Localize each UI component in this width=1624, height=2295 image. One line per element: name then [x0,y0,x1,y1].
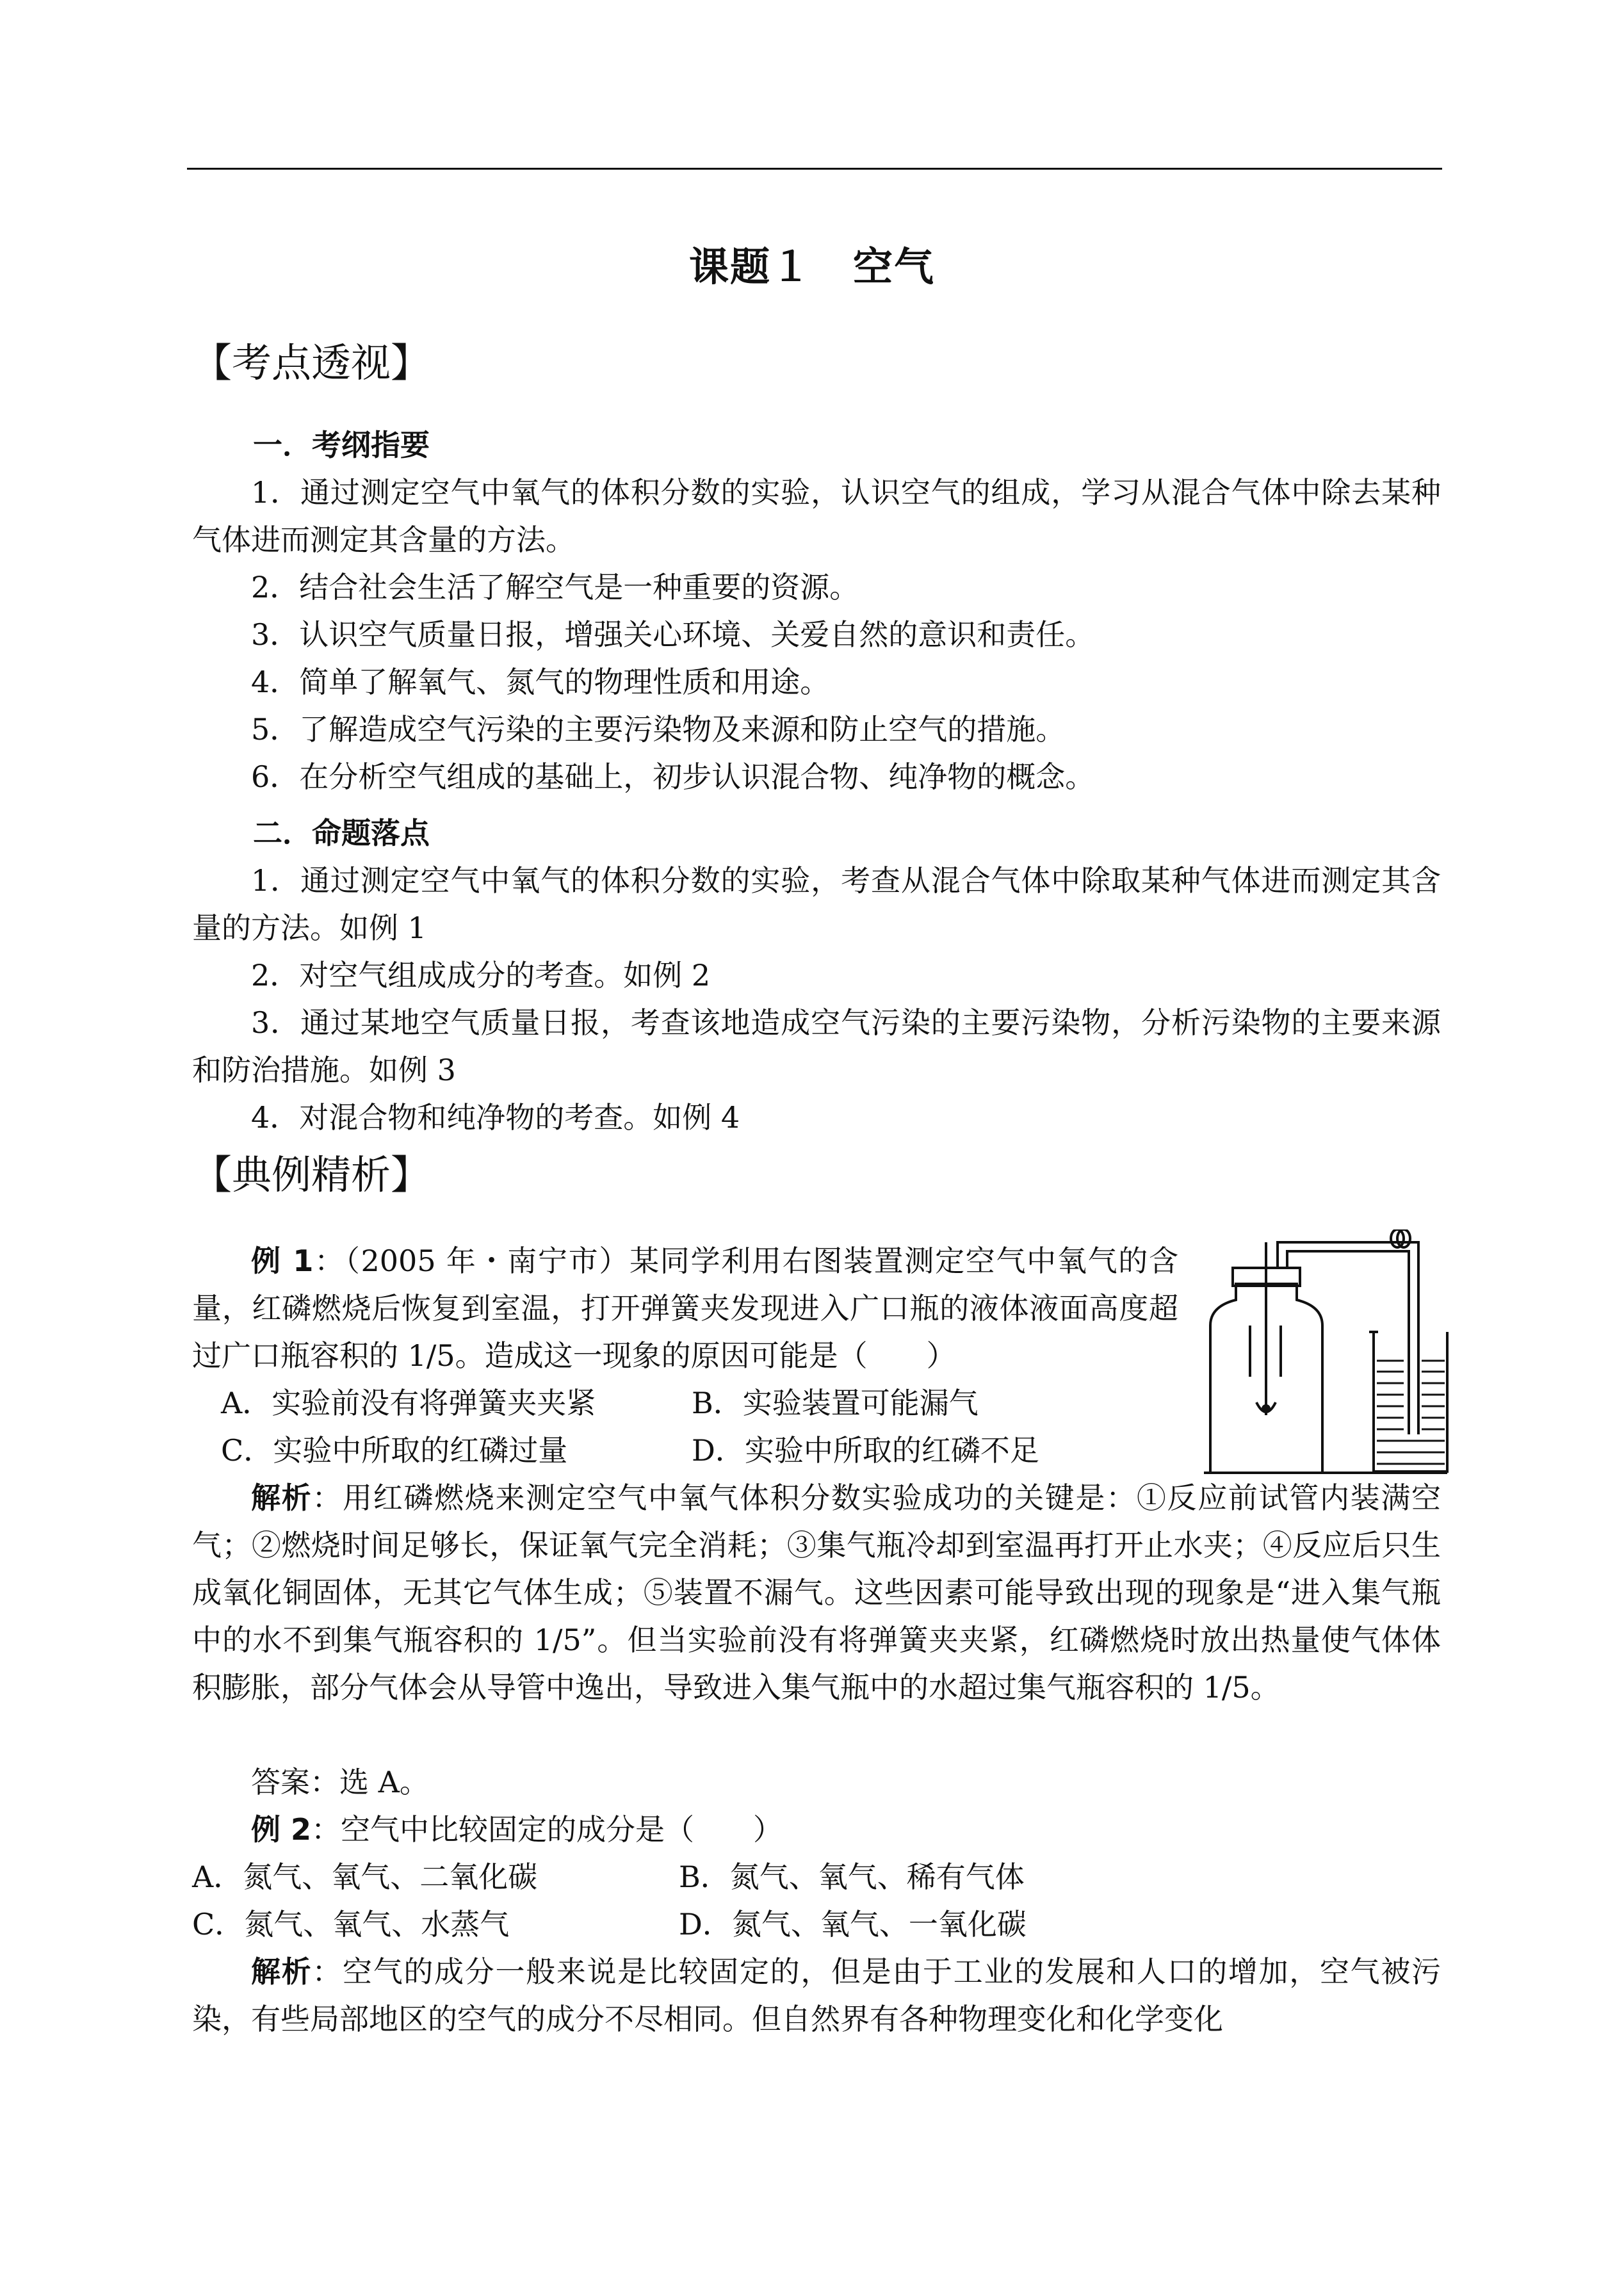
kaogang-item-6: 6．在分析空气组成的基础上，初步认识混合物、纯净物的概念。 [251,759,1095,794]
example2-option-b: B．氮气、氧气、稀有气体 [679,1860,1025,1894]
mingti-item-4: 4．对混合物和纯净物的考查。如例 4 [251,1100,740,1135]
example2-analysis-label: 解析 [251,1954,313,1989]
mingti-item-1: 1．通过测定空气中氧气的体积分数的实验，考查从混合气体中除取某种气体进而测定其含量的方法。如例 1 [192,863,1441,945]
example1-analysis-text: ：用红磷燃烧来测定空气中氧气体积分数实验成功的关键是：①反应前试管内装满空气；②燃烧时间足够长，保证氧气完全消耗；③集气瓶冷却到室温再打开止水夹；④反应后只生成氧化铜固体，无其它气体生成；⑤装置不漏气。这些因素可能导致出现的现象是“进入集气瓶中的水不到集气瓶容积的 1/5”。但当实验前没有将弹簧夹夹紧，红磷燃烧时放出热量使气体体积膨胀，部分气体会从导管中逸出，导致进入集气瓶中的水超过集气瓶容积的 1/5。 [192,1480,1441,1705]
example2-label: 例 2 [251,1812,312,1847]
subheading-mingti: 二．命题落点 [253,816,430,850]
kaogang-item-5: 5．了解造成空气污染的主要污染物及来源和防止空气的措施。 [251,712,1066,747]
mingti-item-2: 2．对空气组成成分的考查。如例 2 [251,958,711,993]
example2-options-row-2 [192,1901,1027,1948]
example1-option-d: D．实验中所取的红磷不足 [692,1433,1039,1468]
example2-question-text: ：空气中比较固定的成分是（ ） [311,1812,783,1847]
example2-analysis [192,1948,1441,2043]
example1-analysis [192,1474,1441,1711]
example1-question-text: ：（2005 年・南宁市）某同学利用右图装置测定空气中氧气的含量，红磷燃烧后恢复到室温，打开弹簧夹发现进入广口瓶的液体液面高度超过广口瓶容积的 1/5。造成这一现象的原因可能是（ ） [192,1244,1178,1373]
example1-option-a: A．实验前没有将弹簧夹夹紧 [221,1386,596,1420]
kaogang-item-4: 4．简单了解氧气、氮气的物理性质和用途。 [251,665,830,699]
example2-options-row-1 [192,1853,1025,1901]
apparatus-figure [1198,1229,1454,1498]
mingti-item-3: 3．通过某地空气质量日报，考查该地造成空气污染的主要污染物，分析污染物的主要来源和防治措施。如例 3 [192,1005,1441,1087]
page-title: 课题１ 空气 [688,243,935,290]
example1-options-row-2 [221,1427,1039,1474]
example1-option-c: C．实验中所取的红磷过量 [221,1433,568,1468]
example1-answer: 答案：选 A。 [251,1765,429,1799]
section-heading-kaodian: 【考点透视】 [192,339,431,386]
section-heading-dianli: 【典例精析】 [192,1151,431,1198]
example1-analysis-label: 解析 [251,1480,313,1515]
header-rule [187,168,1442,170]
example1-question [192,1237,1178,1379]
kaogang-item-1: 1．通过测定空气中氧气的体积分数的实验，认识空气的组成，学习从混合气体中除去某种气体进而测定其含量的方法。 [192,475,1441,557]
example1-option-b: B．实验装置可能漏气 [692,1386,978,1420]
example2-option-c: C．氮气、氧气、水蒸气 [192,1907,510,1942]
kaogang-item-2: 2．结合社会生活了解空气是一种重要的资源。 [251,570,859,604]
kaogang-item-3: 3．认识空气质量日报，增强关心环境、关爱自然的意识和责任。 [251,617,1095,652]
subheading-kaogang: 一．考纲指要 [253,428,430,462]
example1-label: 例 1 [251,1244,314,1278]
example2-question [192,1806,1441,1853]
example2-option-d: D．氮气、氧气、一氧化碳 [679,1907,1027,1942]
example2-option-a: A．氮气、氧气、二氧化碳 [192,1860,538,1894]
example1-options-row-1 [221,1379,978,1427]
example2-analysis-text: ：空气的成分一般来说是比较固定的，但是由于工业的发展和人口的增加，空气被污染，有些局部地区的空气的成分不尽相同。但自然界有各种物理变化和化学变化 [192,1954,1441,2036]
